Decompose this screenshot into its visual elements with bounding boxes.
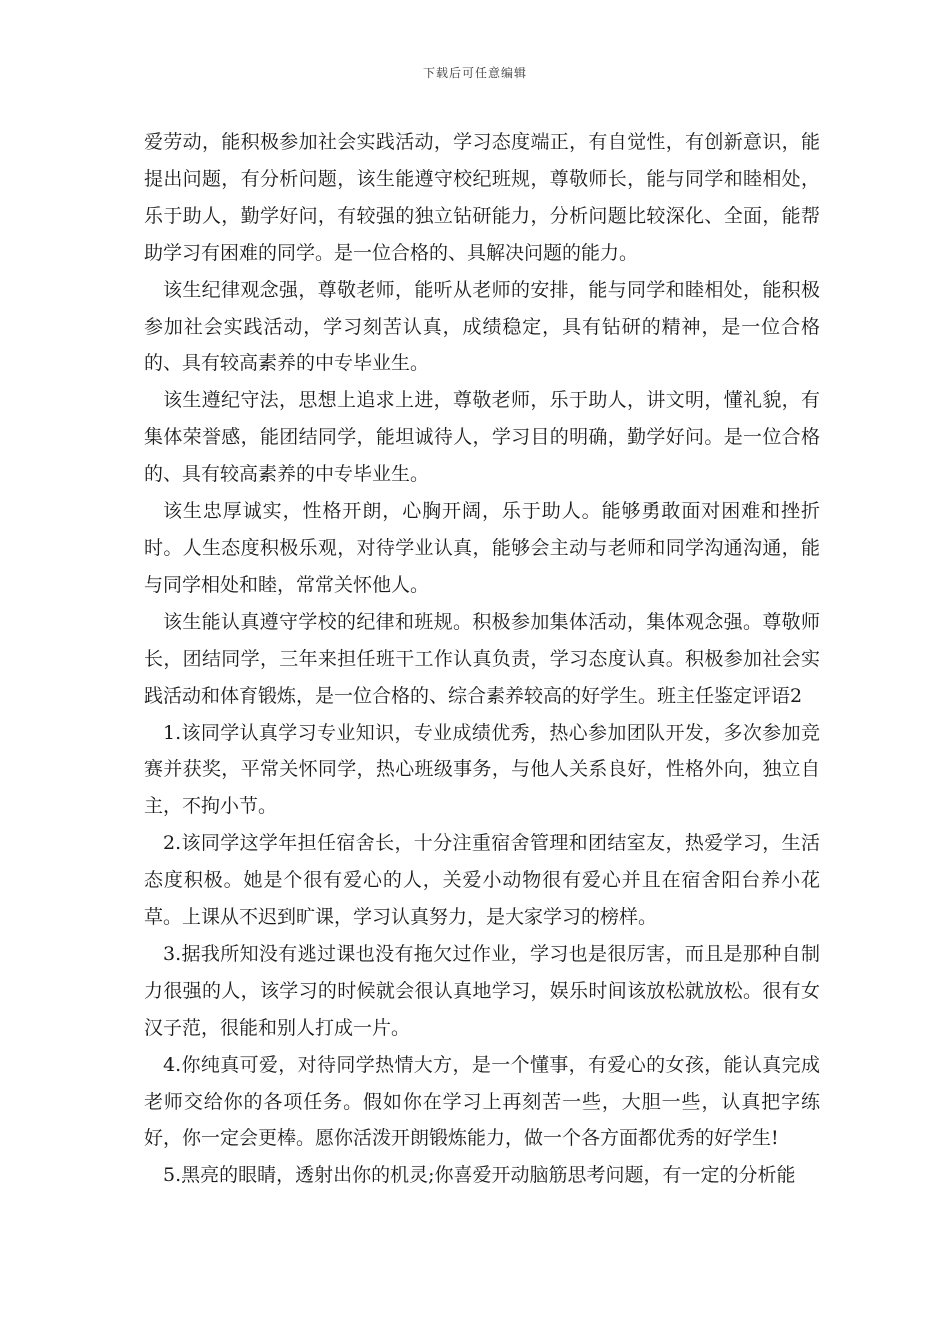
page-header: 下载后可任意编辑 — [422, 66, 527, 80]
list-item: 2.该同学这学年担任宿舍长，十分注重宿舍管理和团结室友，热爱学习，生活态度积极。她是个很有爱心的人，关爱小动物很有爱心并且在宿舍阳台养小花草。上课从不迟到旷课，学习认真努力，是大家学习的榜样。 — [144, 832, 820, 929]
document-body — [144, 124, 820, 1194]
list-item: 4.你纯真可爱，对待同学热情大方，是一个懂事，有爱心的女孩，能认真完成老师交给你的各项任务。假如你在学习上再刻苦一些，大胆一些，认真把字练好，你一定会更棒。愿你活泼开朗锻炼能力，做一个各方面都优秀的好学生! — [144, 1053, 820, 1150]
list-item: 5.黑亮的眼睛，透射出你的机灵;你喜爱开动脑筋思考问题，有一定的分析能 — [163, 1164, 796, 1187]
paragraph: 该生纪律观念强，尊敬老师，能听从老师的安排，能与同学和睦相处，能积极参加社会实践活动，学习刻苦认真，成绩稳定，具有钻研的精神，是一位合格的、具有较高素养的中专毕业生。 — [144, 278, 820, 375]
paragraph: 该生忠厚诚实，性格开朗，心胸开阔，乐于助人。能够勇敢面对困难和挫折时。人生态度积极乐观，对待学业认真，能够会主动与老师和同学沟通沟通，能与同学相处和睦，常常关怀他人。 — [144, 500, 820, 596]
list-item: 3.据我所知没有逃过课也没有拖欠过作业，学习也是很厉害，而且是那种自制力很强的人，该学习的时候就会很认真地学习，娱乐时间该放松就放松。很有女汉子范，很能和别人打成一片。 — [144, 942, 820, 1039]
paragraph: 该生遵纪守法，思想上追求上进，尊敬老师，乐于助人，讲文明，懂礼貌，有集体荣誉感，能团结同学，能坦诚待人，学习目的明确，勤学好问。是一位合格的、具有较高素养的中专毕业生。 — [144, 389, 820, 486]
paragraph: 爱劳动，能积极参加社会实践活动，学习态度端正，有自觉性，有创新意识，能提出问题，有分析问题，该生能遵守校纪班规，尊敬师长，能与同学和睦相处，乐于助人，勤学好问，有较强的独立钻研能力，分析问题比较深化、全面，能帮助学习有困难的同学。是一位合格的、具解决问题的能力。 — [144, 131, 820, 264]
list-item: 1.该同学认真学习专业知识，专业成绩优秀，热心参加团队开发，多次参加竞赛并获奖，平常关怀同学，热心班级事务，与他人关系良好，性格外向，独立自主，不拘小节。 — [144, 721, 820, 818]
paragraph: 该生能认真遵守学校的纪律和班规。积极参加集体活动，集体观念强。尊敬师长，团结同学，三年来担任班干工作认真负责，学习态度认真。积极参加社会实践活动和体育锻炼，是一位合格的、综合素养较高的好学生。班主任鉴定评语2 — [144, 610, 820, 707]
